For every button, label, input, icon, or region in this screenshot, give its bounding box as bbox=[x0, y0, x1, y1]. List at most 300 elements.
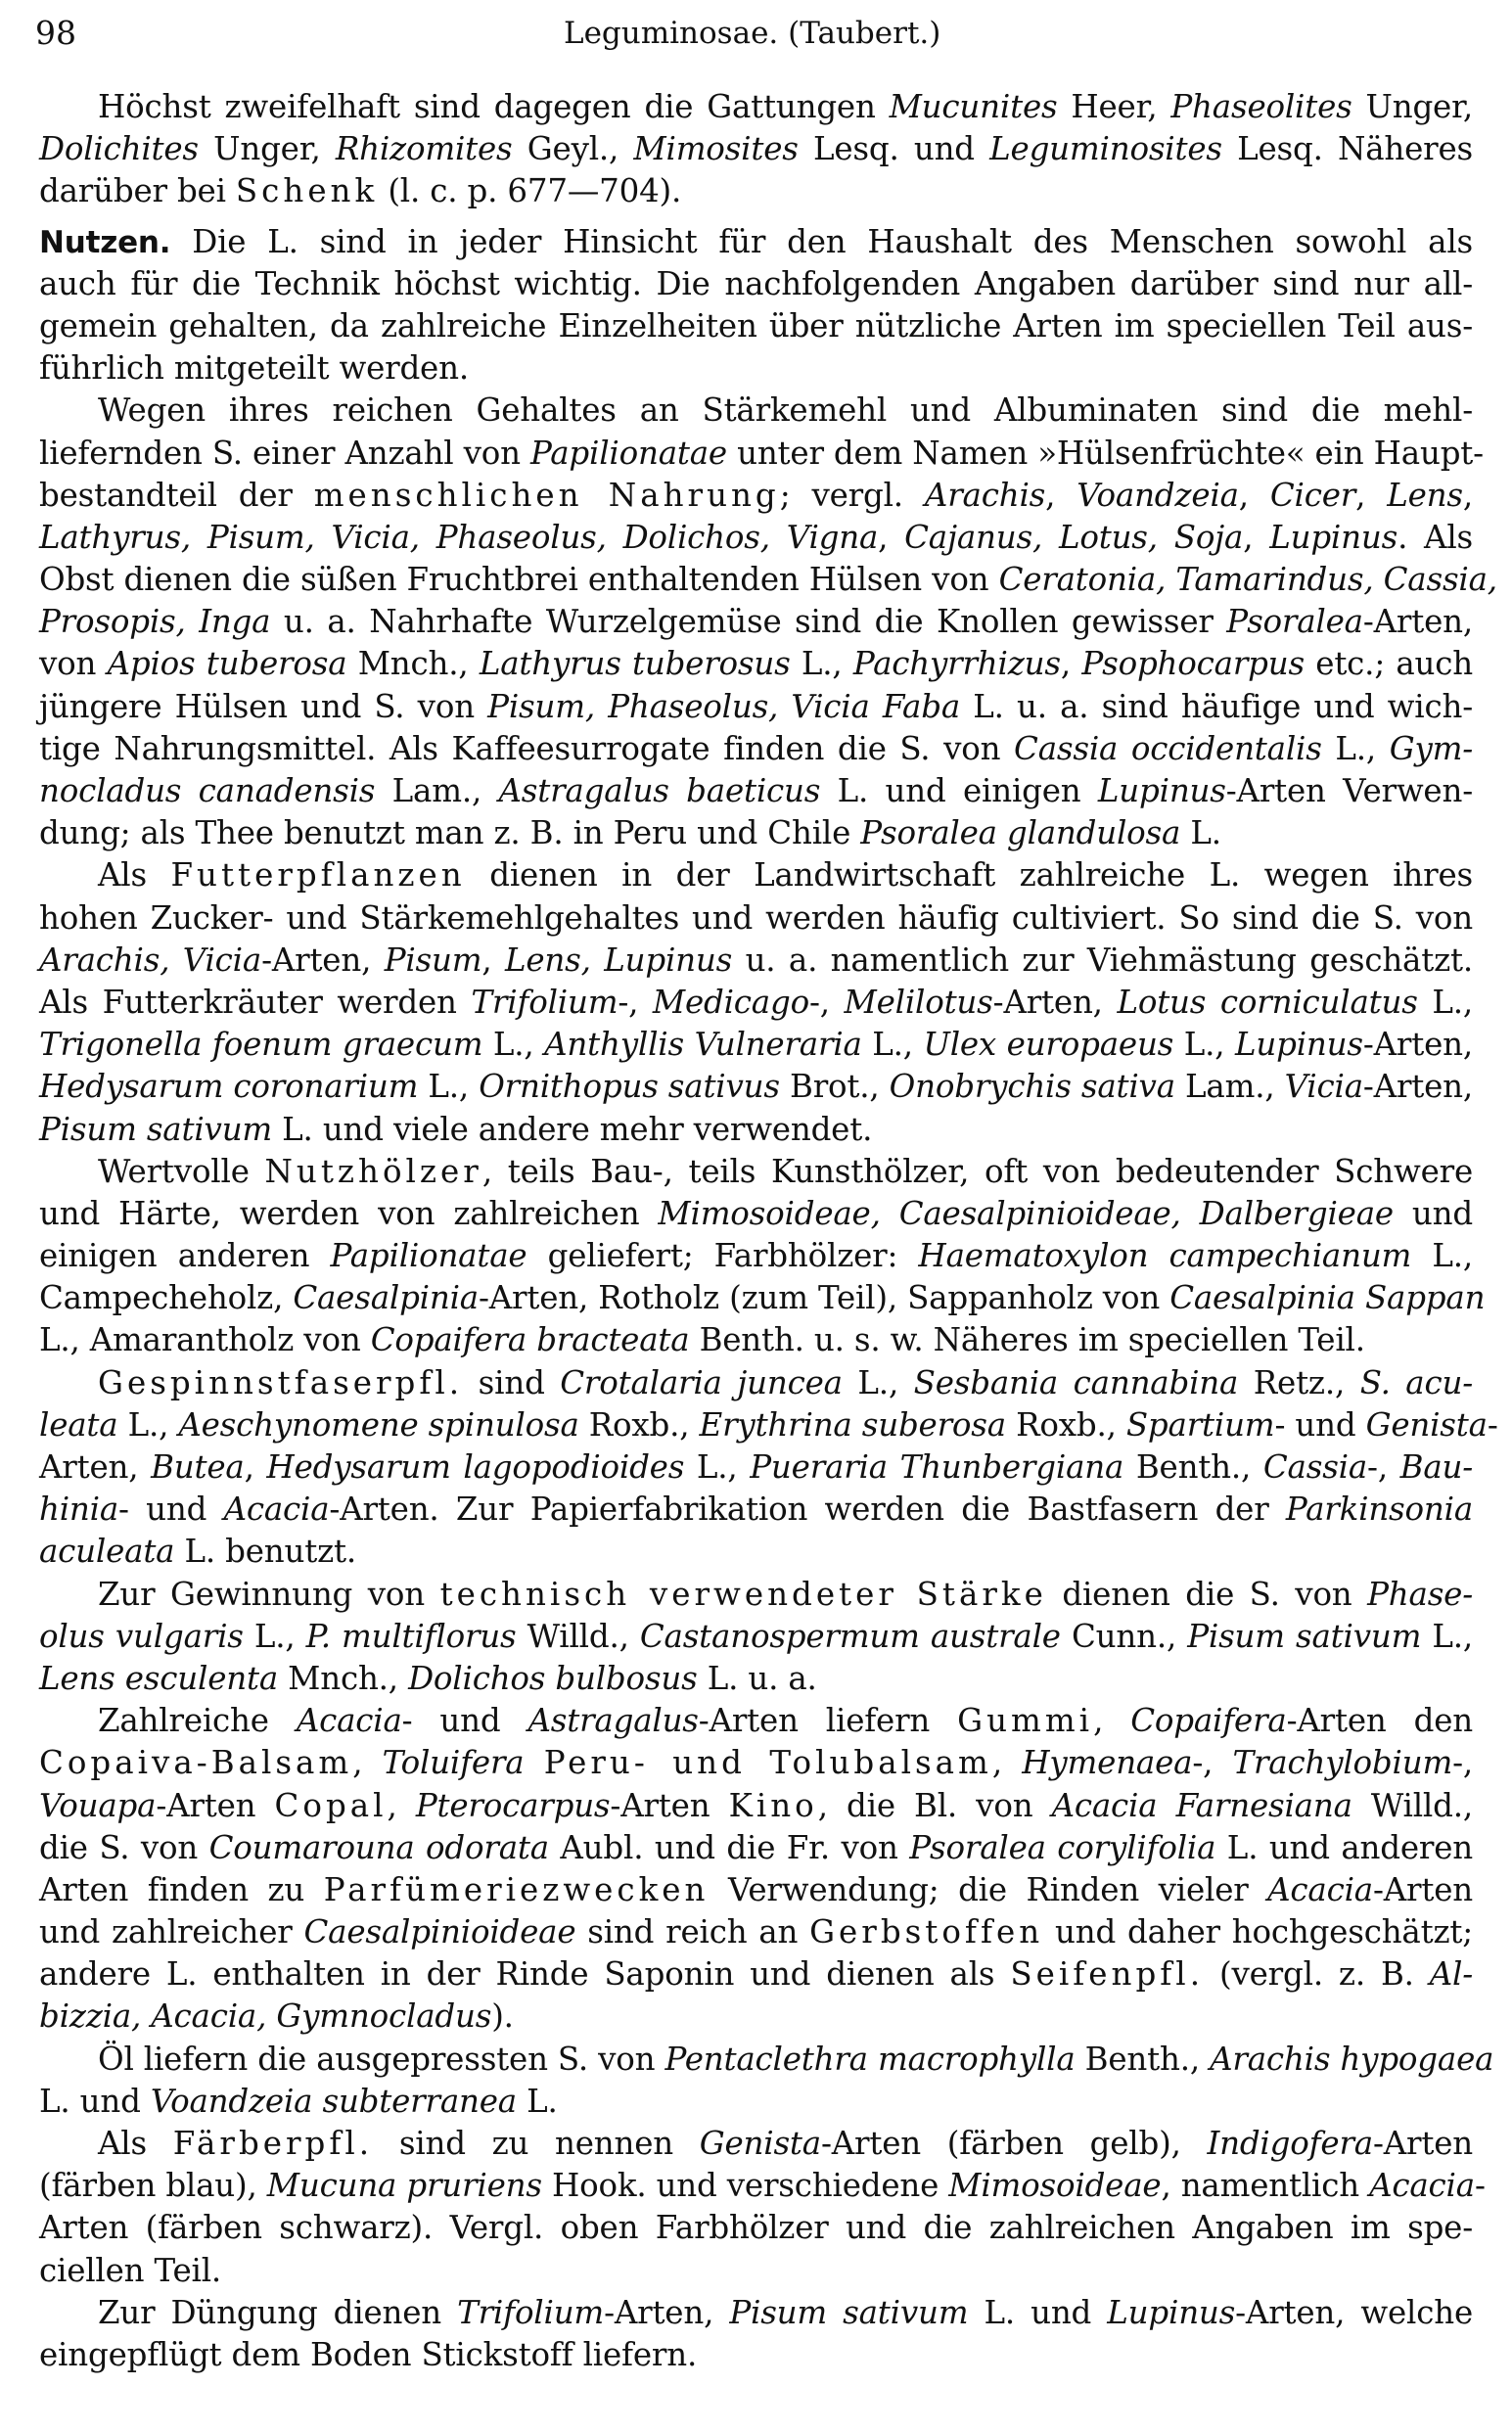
text-run: , bbox=[1355, 476, 1388, 514]
text-run: Obst dienen die süßen Fruchtbrei enthaltenden Hülsen von bbox=[39, 561, 999, 599]
italic-taxon: Lens, Lupinus bbox=[505, 941, 733, 979]
text-run bbox=[524, 1744, 543, 1781]
text-run: bestandteil der bbox=[39, 476, 314, 514]
italic-taxon: Arachis, Vicia bbox=[39, 941, 262, 979]
text-line bbox=[39, 1742, 1473, 1784]
text-run: und Härte, werden von zahlreichen bbox=[39, 1194, 659, 1232]
spaced-term: Nutzhölzer bbox=[264, 1152, 482, 1190]
italic-taxon: Ornithopus sativus bbox=[479, 1068, 780, 1106]
text-run: -Arten bbox=[156, 1786, 275, 1824]
text-line bbox=[39, 1024, 1473, 1066]
italic-taxon: Lupinus bbox=[1107, 2293, 1236, 2331]
text-line bbox=[39, 1404, 1498, 1446]
italic-taxon: Copaifera bracteata bbox=[370, 1321, 690, 1359]
text-run: Roxb., bbox=[1005, 1405, 1126, 1444]
text-run: - bbox=[1474, 2167, 1486, 2205]
italic-taxon: Rhizomites bbox=[335, 130, 513, 168]
text-run: jüngere Hülsen und S. von bbox=[39, 687, 488, 725]
text-run: L., bbox=[1321, 729, 1390, 767]
text-run: L., bbox=[418, 1068, 480, 1106]
text-run: L., bbox=[842, 1363, 914, 1401]
text-run: auch für die Technik höchst wichtig. Die nachfolgenden Angaben darüber sind nur all- bbox=[39, 264, 1473, 302]
text-run: -Arten, welche bbox=[1235, 2293, 1474, 2331]
spaced-term: Peru- und Tolubalsam bbox=[543, 1744, 992, 1782]
text-line bbox=[39, 770, 1473, 812]
italic-taxon: Acacia bbox=[296, 1702, 402, 1740]
text-run: liefernden S. einer Anzahl von bbox=[39, 434, 531, 472]
italic-taxon: Hedysarum coronarium bbox=[39, 1068, 419, 1106]
text-run: , bbox=[481, 941, 505, 979]
italic-taxon: Acacia bbox=[223, 1491, 330, 1529]
text-run: -Arten bbox=[1372, 1870, 1473, 1908]
text-run: , bbox=[1462, 476, 1474, 514]
text-run: andere L. enthalten in der Rinde Saponin und dienen als bbox=[39, 1955, 1011, 1994]
text-line bbox=[39, 1953, 1473, 1996]
text-line bbox=[39, 940, 1473, 982]
italic-taxon: Psophocarpus bbox=[1081, 645, 1305, 683]
spaced-term: technisch verwendeter Stärke bbox=[439, 1575, 1047, 1613]
text-line bbox=[39, 1446, 1473, 1489]
text-run: L. benutzt. bbox=[174, 1533, 357, 1571]
text-line bbox=[39, 2123, 1473, 2165]
text-run: L., bbox=[117, 1405, 179, 1444]
italic-taxon: Copaifera bbox=[1130, 1702, 1287, 1740]
text-run: - bbox=[1487, 1405, 1498, 1444]
page-header bbox=[35, 10, 1484, 57]
text-run: dung; als Thee benutzt man z. B. in Peru und Chile bbox=[39, 814, 861, 852]
italic-taxon: Lupinus bbox=[1269, 518, 1398, 556]
text-run: Die L. sind in jeder Hinsicht für den Haushalt des Menschen sowohl als bbox=[170, 222, 1473, 260]
italic-taxon: P. multiflorus bbox=[305, 1617, 517, 1655]
text-run: -Arten, bbox=[1362, 1068, 1474, 1106]
text-run: L. u. a. bbox=[697, 1659, 817, 1697]
text-line bbox=[39, 1700, 1473, 1742]
text-run: , bbox=[1060, 645, 1082, 683]
text-run: , namentlich bbox=[1161, 2167, 1370, 2205]
spaced-term: menschlichen Nahrung bbox=[313, 476, 780, 514]
text-run: L. und einigen bbox=[820, 772, 1098, 809]
text-run: tige Nahrungsmittel. Als Kaffeesurrogate finden die S. von bbox=[39, 729, 1015, 767]
text-line bbox=[39, 1658, 1473, 1700]
text-line bbox=[39, 221, 1473, 263]
spaced-term: Gerbstoffen bbox=[809, 1913, 1044, 1951]
text-line bbox=[39, 728, 1473, 770]
text-run: L. und bbox=[39, 2082, 151, 2120]
text-line bbox=[39, 347, 1473, 390]
text-run: -Arten den bbox=[1286, 1702, 1473, 1740]
text-run: ). bbox=[491, 1997, 514, 2036]
italic-taxon: Caesalpinioideae bbox=[303, 1913, 576, 1951]
text-run: Brot., bbox=[779, 1068, 890, 1106]
italic-taxon: Cassia bbox=[1262, 1448, 1368, 1486]
text-run: - und bbox=[401, 1702, 528, 1740]
italic-taxon: Aeschynomene spinulosa bbox=[178, 1405, 579, 1444]
text-run: etc.; auch bbox=[1304, 645, 1474, 683]
text-line bbox=[39, 305, 1473, 347]
text-run: Zur Gewinnung von bbox=[98, 1575, 440, 1613]
text-run: -, bbox=[618, 983, 653, 1021]
text-run: Als Futterkräuter werden bbox=[39, 983, 472, 1021]
text-run: Cunn., bbox=[1060, 1617, 1188, 1655]
italic-taxon: Papilionatae bbox=[530, 434, 727, 472]
italic-taxon: Apios tuberosa bbox=[107, 645, 347, 683]
text-line bbox=[39, 1827, 1473, 1869]
text-run: L., bbox=[684, 1448, 751, 1486]
text-line bbox=[39, 1489, 1473, 1531]
italic-taxon: Psoralea glandulosa bbox=[860, 814, 1181, 852]
text-run: Öl liefern die ausgepressten S. von bbox=[98, 2040, 665, 2078]
italic-taxon: bizzia, Acacia, Gymnocladus bbox=[39, 1997, 492, 2036]
italic-taxon: Spartium bbox=[1125, 1405, 1275, 1444]
text-run: -Arten (färben gelb), bbox=[820, 2125, 1208, 2162]
text-run: L. und anderen bbox=[1215, 1828, 1474, 1866]
text-line bbox=[39, 170, 1473, 212]
text-line bbox=[39, 263, 1473, 305]
italic-taxon: Anthyllis Vulneraria bbox=[544, 1026, 862, 1064]
italic-taxon: Vicia bbox=[1284, 1068, 1363, 1106]
text-run: L., bbox=[861, 1026, 924, 1064]
section-heading: Nutzen. bbox=[39, 224, 171, 260]
text-run: L. bbox=[516, 2082, 558, 2120]
text-run: L., Amarantholz von bbox=[39, 1321, 371, 1359]
text-run: -Arten, bbox=[992, 983, 1118, 1021]
text-run: -, bbox=[1192, 1744, 1233, 1782]
text-run: -Arten, bbox=[261, 941, 385, 979]
text-run: -Arten, Rotholz (zum Teil), Sappanholz von bbox=[478, 1279, 1170, 1317]
text-run: (vergl. z. B. bbox=[1204, 1955, 1430, 1994]
text-run: L., bbox=[790, 645, 853, 683]
text-run: und zahlreicher bbox=[39, 1913, 304, 1951]
text-line bbox=[39, 1996, 1473, 2038]
text-line bbox=[39, 1319, 1473, 1361]
italic-taxon: Mucuna pruriens bbox=[266, 2167, 542, 2205]
text-line bbox=[39, 2292, 1473, 2334]
italic-taxon: Caesalpinia bbox=[293, 1279, 479, 1317]
text-run: Mnch., bbox=[278, 1659, 409, 1697]
italic-taxon: Pachyrrhizus bbox=[852, 645, 1061, 683]
italic-taxon: Haematoxylon campechianum bbox=[918, 1237, 1412, 1275]
text-line bbox=[39, 897, 1473, 940]
italic-taxon: Leguminosites bbox=[989, 130, 1222, 168]
text-run: Unger, bbox=[1352, 88, 1473, 125]
italic-taxon: Lotus corniculatus bbox=[1117, 983, 1418, 1021]
italic-taxon: Butea bbox=[151, 1448, 245, 1486]
text-run: , die Bl. von bbox=[817, 1786, 1052, 1824]
text-line bbox=[39, 812, 1473, 854]
text-run: Arten (färben schwarz). Vergl. oben Farbhölzer und die zahlreichen Angaben im spe- bbox=[39, 2209, 1473, 2247]
italic-taxon: Astragalus baeticus bbox=[498, 772, 821, 809]
text-line bbox=[39, 1151, 1473, 1193]
italic-taxon: Lens bbox=[1387, 476, 1463, 514]
text-run: und daher hochgeschätzt; bbox=[1043, 1913, 1473, 1951]
text-line bbox=[39, 1785, 1473, 1827]
italic-taxon: Mimosites bbox=[633, 130, 799, 168]
italic-taxon: Indigofera bbox=[1207, 2125, 1373, 2162]
text-run: L. und viele andere mehr verwendet. bbox=[272, 1110, 873, 1148]
italic-taxon: Lathyrus, Pisum, Vicia, Phaseolus, Dolichos, Vigna bbox=[39, 518, 879, 556]
text-run: führlich mitgeteilt werden. bbox=[39, 349, 469, 388]
text-line bbox=[39, 1235, 1473, 1277]
text-run: eingepflügt dem Boden Stickstoff liefern. bbox=[39, 2335, 698, 2373]
text-run: , bbox=[1243, 518, 1270, 556]
text-run: L., bbox=[482, 1026, 545, 1064]
text-run: -Arten bbox=[610, 1786, 729, 1824]
text-run: Unger, bbox=[198, 130, 336, 168]
text-run: Wertvolle bbox=[98, 1152, 265, 1190]
spaced-term: Parfümeriezwecken bbox=[323, 1870, 710, 1908]
text-line bbox=[39, 1574, 1473, 1616]
text-run: Benth., bbox=[1123, 1448, 1263, 1486]
italic-taxon: Melilotus bbox=[844, 983, 993, 1021]
text-line bbox=[39, 517, 1473, 559]
text-run: gemein gehalten, da zahlreiche Einzelheiten über nützliche Arten im speciellen Teil aus- bbox=[39, 306, 1473, 344]
text-run: -Arten, bbox=[604, 2293, 730, 2331]
text-run: Als bbox=[98, 2125, 173, 2162]
italic-taxon: S. acu- bbox=[1359, 1363, 1473, 1401]
italic-taxon: hinia bbox=[39, 1491, 119, 1529]
italic-taxon: Genista bbox=[699, 2125, 821, 2162]
text-run: von bbox=[39, 645, 108, 683]
italic-taxon: Lupinus bbox=[1097, 772, 1226, 809]
text-run: , bbox=[1238, 476, 1270, 514]
italic-taxon: Dolichos bulbosus bbox=[408, 1659, 698, 1697]
text-run: Lam., bbox=[375, 772, 499, 809]
text-line bbox=[39, 390, 1473, 432]
text-line bbox=[39, 433, 1484, 475]
italic-taxon: Gym- bbox=[1389, 729, 1474, 767]
spaced-term: Gespinnstfaserpfl. bbox=[98, 1363, 464, 1401]
text-line bbox=[39, 2165, 1486, 2207]
italic-taxon: Toluifera bbox=[382, 1744, 525, 1782]
text-run: L., bbox=[243, 1617, 306, 1655]
italic-taxon: Arachis hypogaea bbox=[1210, 2040, 1494, 2078]
text-run: (l. c. p. 677—704). bbox=[378, 172, 682, 210]
text-run: Benth., bbox=[1075, 2040, 1211, 2078]
text-line bbox=[39, 1616, 1473, 1658]
italic-taxon: Sesbania cannabina bbox=[913, 1363, 1239, 1401]
text-run: dienen in der Landwirtschaft zahlreiche L. wegen ihres bbox=[465, 856, 1473, 895]
text-run: unter dem Namen »Hülsenfrüchte« ein Haupt- bbox=[726, 434, 1484, 472]
text-run: Willd., bbox=[1352, 1786, 1473, 1824]
text-run: Retz., bbox=[1238, 1363, 1360, 1401]
page-number: 98 bbox=[35, 14, 76, 52]
spaced-term: Copaiva-Balsam bbox=[39, 1744, 353, 1782]
text-run: darüber bei bbox=[39, 172, 236, 210]
text-run: , bbox=[244, 1448, 267, 1486]
text-run: , bbox=[1093, 1702, 1131, 1740]
text-run: -, bbox=[808, 983, 845, 1021]
text-run: dienen die S. von bbox=[1046, 1575, 1368, 1613]
italic-taxon: Acacia Farnesiana bbox=[1051, 1786, 1352, 1824]
italic-taxon: Acacia bbox=[1267, 1870, 1373, 1908]
italic-taxon: Mucunites bbox=[889, 88, 1058, 125]
text-line bbox=[39, 2334, 1473, 2376]
text-run: L., bbox=[1421, 1617, 1473, 1655]
text-run: , bbox=[387, 1786, 416, 1824]
italic-taxon: Arachis bbox=[924, 476, 1046, 514]
italic-taxon: Parkinsonia bbox=[1285, 1491, 1473, 1529]
text-line bbox=[39, 1531, 1473, 1573]
text-run: Lesq. Näheres bbox=[1221, 130, 1474, 168]
italic-taxon: Phaseolites bbox=[1170, 88, 1352, 125]
text-line bbox=[39, 1109, 1473, 1151]
text-run: u. a. Nahrhafte Wurzelgemüse sind die Knollen gewisser bbox=[270, 603, 1227, 641]
italic-taxon: Caesalpinia Sappan bbox=[1169, 1279, 1486, 1317]
text-run: Höchst zweifelhaft sind dagegen die Gattungen bbox=[98, 88, 890, 125]
text-line bbox=[39, 2081, 1473, 2123]
italic-taxon: Psoralea corylifolia bbox=[909, 1828, 1216, 1866]
text-line bbox=[39, 1193, 1473, 1235]
text-run: , bbox=[991, 1744, 1023, 1782]
text-line bbox=[39, 982, 1473, 1024]
text-line bbox=[39, 686, 1473, 728]
text-line bbox=[39, 475, 1473, 517]
text-run: Hook. und verschiedene bbox=[541, 2167, 949, 2205]
spaced-term: Futterpflanzen bbox=[170, 856, 466, 895]
italic-taxon: Dolichites bbox=[39, 130, 199, 168]
text-run: L., bbox=[1417, 983, 1474, 1021]
text-run: -, bbox=[1367, 1448, 1400, 1486]
text-line bbox=[39, 2250, 1473, 2292]
italic-taxon: Crotalaria juncea bbox=[560, 1363, 843, 1401]
text-line bbox=[39, 643, 1473, 685]
text-run: Roxb., bbox=[578, 1405, 700, 1444]
paragraph-gap bbox=[39, 213, 1473, 221]
italic-taxon: Trifolium bbox=[471, 983, 619, 1021]
text-run: -Arten, bbox=[1362, 603, 1473, 641]
text-run: ; vergl. bbox=[779, 476, 925, 514]
text-run: . Als bbox=[1397, 518, 1473, 556]
text-line bbox=[39, 854, 1473, 896]
text-line bbox=[39, 1911, 1473, 1953]
text-run: -Arten, bbox=[1362, 1026, 1474, 1064]
italic-taxon: aculeata bbox=[39, 1533, 175, 1571]
text-run: - und bbox=[1274, 1405, 1366, 1444]
text-run: sind reich an bbox=[575, 1913, 810, 1951]
text-run: Benth. u. s. w. Näheres im speciellen Teil. bbox=[689, 1321, 1365, 1359]
text-run: Willd., bbox=[516, 1617, 640, 1655]
text-run: Arten finden zu bbox=[39, 1870, 324, 1908]
text-line bbox=[39, 2039, 1494, 2081]
text-run: einigen anderen bbox=[39, 1237, 331, 1275]
italic-taxon: Ceratonia, Tamarindus, Cassia, bbox=[998, 561, 1497, 599]
text-run: -Arten liefern bbox=[698, 1702, 958, 1740]
italic-taxon: Lathyrus tuberosus bbox=[479, 645, 791, 683]
italic-taxon: Pueraria Thunbergiana bbox=[750, 1448, 1124, 1486]
spaced-term: Gummi bbox=[957, 1702, 1094, 1740]
text-run: -Arten Verwen- bbox=[1225, 772, 1473, 809]
text-run: -, bbox=[1452, 1744, 1473, 1782]
text-run: Arten, bbox=[39, 1448, 152, 1486]
running-head: Leguminosae. (Taubert.) bbox=[564, 16, 941, 51]
spaced-term: Seifenpfl. bbox=[1010, 1955, 1205, 1994]
italic-taxon: Astragalus bbox=[527, 1702, 699, 1740]
text-run: -Arten. Zur Papierfabrikation werden die Bastfasern der bbox=[329, 1491, 1286, 1529]
italic-taxon: Pisum sativum bbox=[1187, 1617, 1422, 1655]
spaced-term: Kino bbox=[728, 1786, 818, 1824]
text-line bbox=[39, 1277, 1486, 1319]
text-run: , bbox=[352, 1744, 383, 1782]
italic-taxon: Cicer bbox=[1269, 476, 1356, 514]
spaced-term: Schenk bbox=[235, 172, 379, 210]
spaced-term: Färberpfl. bbox=[172, 2125, 374, 2162]
text-run: L., bbox=[1411, 1237, 1473, 1275]
text-run: die S. von bbox=[39, 1828, 209, 1866]
text-line bbox=[39, 1362, 1473, 1404]
italic-taxon: Vouapa bbox=[39, 1786, 157, 1824]
text-run: hohen Zucker- und Stärkemehlgehaltes und werden häufig cultiviert. So sind die S. von bbox=[39, 898, 1473, 937]
italic-taxon: Pisum, Phaseolus, Vicia Faba bbox=[487, 687, 961, 725]
text-run: L. und bbox=[968, 2293, 1108, 2331]
text-run: Verwendung; die Rinden vieler bbox=[709, 1870, 1268, 1908]
text-run: Mnch., bbox=[346, 645, 480, 683]
italic-taxon: Castanospermum australe bbox=[639, 1617, 1061, 1655]
italic-taxon: Al- bbox=[1429, 1955, 1473, 1994]
italic-taxon: Pisum sativum bbox=[729, 2293, 969, 2331]
italic-taxon: nocladus canadensis bbox=[39, 772, 376, 809]
text-line bbox=[39, 86, 1473, 128]
text-run: , bbox=[1045, 476, 1077, 514]
italic-taxon: Mimosoideae, Caesalpinioideae, Dalbergieae bbox=[658, 1194, 1394, 1232]
italic-taxon: Papilionatae bbox=[330, 1237, 527, 1275]
text-run: sind zu nennen bbox=[373, 2125, 700, 2162]
text-line bbox=[39, 128, 1473, 170]
italic-taxon: Psoralea bbox=[1226, 603, 1363, 641]
italic-taxon: Voandzeia subterranea bbox=[150, 2082, 517, 2120]
text-run: L. bbox=[1180, 814, 1221, 852]
text-run: (färben blau), bbox=[39, 2167, 267, 2205]
italic-taxon: Lens esculenta bbox=[39, 1659, 278, 1697]
text-line bbox=[39, 1066, 1473, 1108]
text-run: Geyl., bbox=[512, 130, 634, 168]
text-run: Campecheholz, bbox=[39, 1279, 294, 1317]
text-run: , bbox=[878, 518, 905, 556]
italic-taxon: Coumarouna odorata bbox=[208, 1828, 549, 1866]
italic-taxon: Onobrychis sativa bbox=[889, 1068, 1175, 1106]
italic-taxon: olus vulgaris bbox=[39, 1617, 244, 1655]
italic-taxon: Bau- bbox=[1399, 1448, 1474, 1486]
text-run: Zur Düngung dienen bbox=[98, 2293, 458, 2331]
italic-taxon: Phase- bbox=[1367, 1575, 1473, 1613]
text-run: L., bbox=[1173, 1026, 1235, 1064]
italic-taxon: Prosopis, Inga bbox=[39, 603, 271, 641]
italic-taxon: Ulex europaeus bbox=[923, 1026, 1174, 1064]
text-run: Wegen ihres reichen Gehaltes an Stärkemehl und Albuminaten sind die mehl- bbox=[98, 391, 1473, 430]
text-run: Lam., bbox=[1174, 1068, 1285, 1106]
text-run: Lesq. und bbox=[798, 130, 990, 168]
text-line bbox=[39, 2207, 1473, 2249]
italic-taxon: Trachylobium bbox=[1232, 1744, 1453, 1782]
body-text bbox=[39, 86, 1498, 2376]
italic-taxon: Cassia occidentalis bbox=[1014, 729, 1322, 767]
italic-taxon: Medicago bbox=[652, 983, 809, 1021]
italic-taxon: Hedysarum lagopodioides bbox=[266, 1448, 685, 1486]
text-run: ciellen Teil. bbox=[39, 2251, 222, 2289]
text-line bbox=[39, 559, 1497, 601]
spaced-term: Copal bbox=[274, 1786, 388, 1824]
italic-taxon: Pentaclethra macrophylla bbox=[664, 2040, 1076, 2078]
italic-taxon: Genista bbox=[1365, 1405, 1488, 1444]
italic-taxon: Voandzeia bbox=[1077, 476, 1239, 514]
text-run: - und bbox=[118, 1491, 224, 1529]
italic-taxon: Mimosoideae bbox=[948, 2167, 1162, 2205]
text-run: , teils Bau-, teils Kunsthölzer, oft von bedeutender Schwere bbox=[481, 1152, 1473, 1190]
italic-taxon: Trigonella foenum graecum bbox=[39, 1026, 483, 1064]
text-line bbox=[39, 601, 1473, 643]
italic-taxon: Erythrina suberosa bbox=[699, 1405, 1006, 1444]
text-run: Aubl. und die Fr. von bbox=[548, 1828, 910, 1866]
text-run: u. a. namentlich zur Viehmästung geschätzt. bbox=[732, 941, 1474, 979]
